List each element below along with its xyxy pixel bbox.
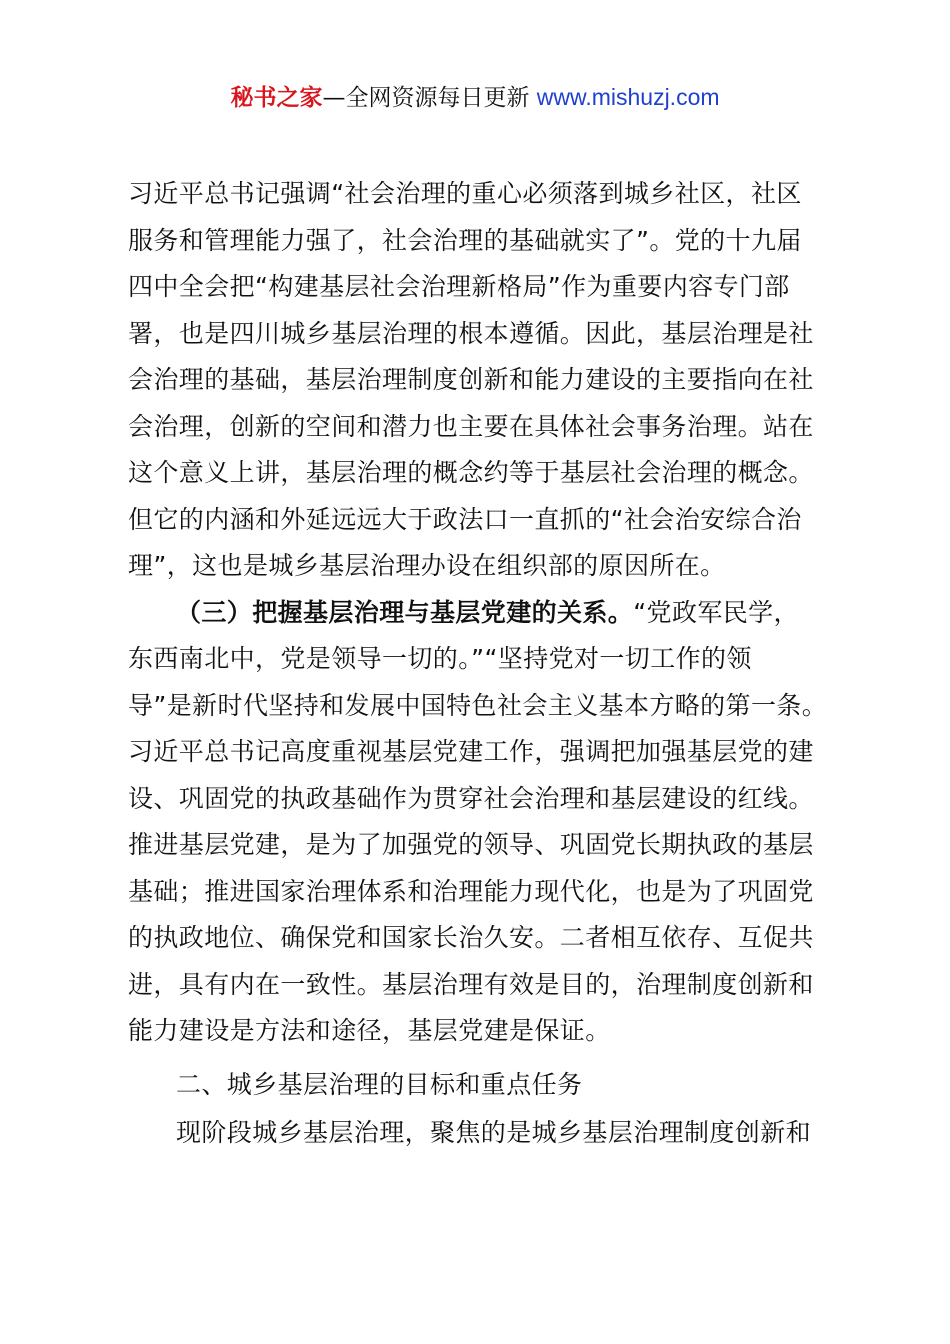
site-tagline: —全网资源每日更新 xyxy=(322,85,530,111)
body-line: 能力建设是方法和途径，基层党建是保证。 xyxy=(128,1016,611,1045)
section-two-heading: 二、城乡基层治理的目标和重点任务 xyxy=(176,1070,583,1099)
body-line: 设、巩固党的执政基础作为贯穿社会治理和基层建设的红线。 xyxy=(128,784,814,813)
body-line: 东西南北中，党是领导一切的。”“坚持党对一切工作的领 xyxy=(128,644,752,673)
body-line: 现阶段城乡基层治理，聚焦的是城乡基层治理制度创新和 xyxy=(176,1118,812,1147)
site-brand: 秘书之家 xyxy=(230,85,323,111)
body-line: 推进基层党建，是为了加强党的领导、巩固党长期执政的基层 xyxy=(128,830,814,859)
body-line: 习近平总书记强调“社会治理的重心必须落到城乡社区，社区 xyxy=(128,179,802,208)
body-line: 进，具有内在一致性。基层治理有效是目的，治理制度创新和 xyxy=(128,970,814,999)
section-three-heading: （三）把握基层治理与基层党建的关系。 xyxy=(176,598,634,627)
body-line: 服务和管理能力强了，社会治理的基础就实了”。党的十九届 xyxy=(128,226,802,255)
site-header xyxy=(0,80,950,115)
body-line: 署，也是四川城乡基层治理的根本遵循。因此，基层治理是社 xyxy=(128,319,814,348)
body-line: 四中全会把“构建基层社会治理新格局”作为重要内容专门部 xyxy=(128,272,790,301)
body-line: 会治理的基础，基层治理制度创新和能力建设的主要指向在社 xyxy=(128,365,814,394)
body-line: 但它的内涵和外延远远大于政法口一直抓的“社会治安综合治 xyxy=(128,505,802,534)
section-three-quote-start: “党政军民学， xyxy=(633,598,799,627)
body-line: 会治理，创新的空间和潜力也主要在具体社会事务治理。站在 xyxy=(128,412,814,441)
site-url-link[interactable]: www.mishuzj.com xyxy=(536,84,720,110)
body-line: 习近平总书记高度重视基层党建工作，强调把加强基层党的建 xyxy=(128,737,814,766)
body-line: 基础；推进国家治理体系和治理能力现代化，也是为了巩固党 xyxy=(128,877,814,906)
section-three-first-line xyxy=(176,597,799,629)
body-line: 导”是新时代坚持和发展中国特色社会主义基本方略的第一条。 xyxy=(128,691,828,720)
body-line: 这个意义上讲，基层治理的概念约等于基层社会治理的概念。 xyxy=(128,458,814,487)
body-line: 的执政地位、确保党和国家长治久安。二者相互依存、互促共 xyxy=(128,923,814,952)
body-line: 理”，这也是城乡基层治理办设在组织部的原因所在。 xyxy=(128,551,726,580)
